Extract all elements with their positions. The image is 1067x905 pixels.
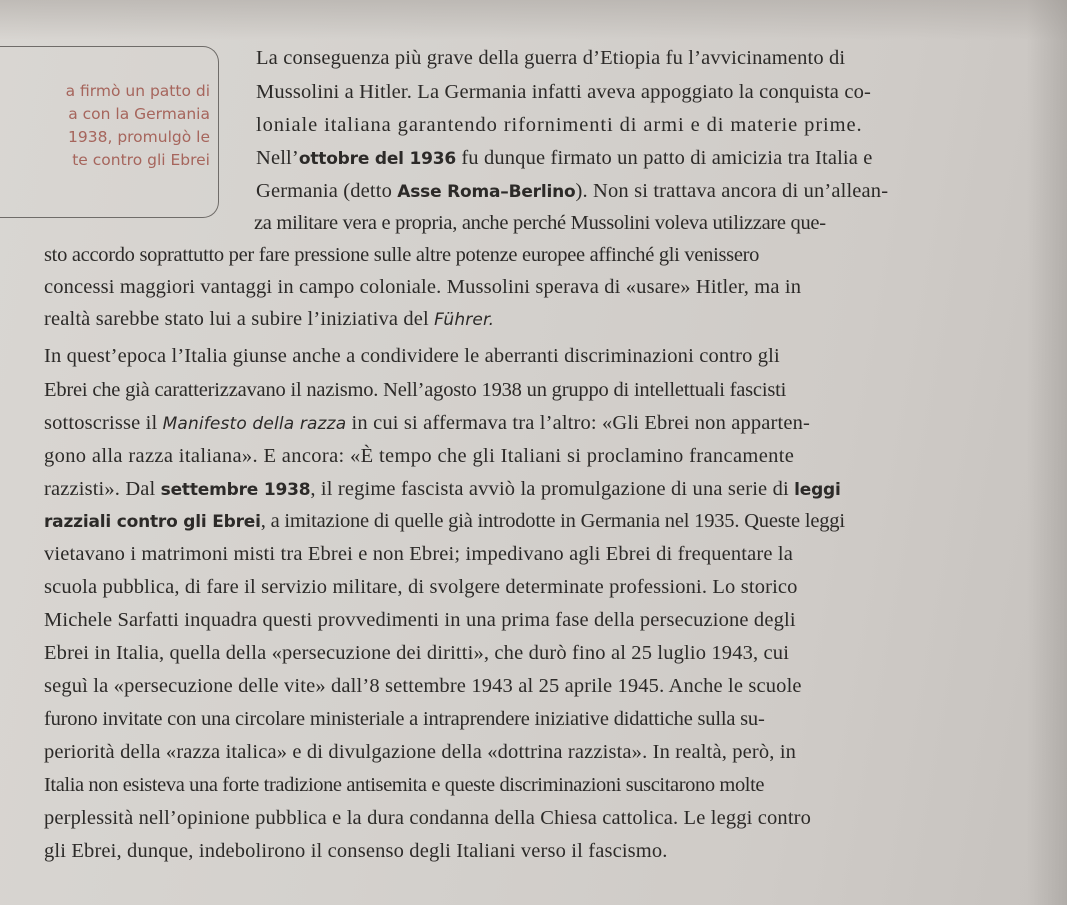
bold-term: ottobre del 1936 (298, 149, 457, 169)
text-line (44, 306, 494, 333)
text-line (44, 772, 764, 798)
margin-note-line: a firmò un patto di (65, 82, 210, 100)
text-segment: periorità della «razza italica» e di divulgazione della «dottrina razzista». In realtà, però, in (44, 741, 797, 763)
text-line (256, 45, 845, 71)
bold-term: Asse Roma–Berlino (397, 182, 576, 202)
text-line (44, 805, 811, 831)
text-segment: fu dunque firmato un patto di amicizia tra Italia e (456, 147, 873, 169)
text-segment: Ebrei che già caratterizzavano il nazismo. Nell’agosto 1938 un gruppo di intellettuali fascisti (44, 379, 787, 401)
margin-note-line: te contro gli Ebrei (72, 151, 210, 169)
text-line (44, 410, 810, 437)
text-segment: Ebrei in Italia, quella della «persecuzione dei diritti», che durò fino al 25 luglio 1943, cui (44, 642, 790, 664)
text-segment: In quest’epoca l’Italia giunse anche a condividere le aberranti discriminazioni contro gli (44, 345, 780, 367)
text-segment: ). Non si trattava ancora di un’allean- (575, 180, 889, 202)
text-line (44, 274, 801, 300)
text-segment: Germania (detto (256, 180, 398, 202)
text-line (44, 607, 796, 633)
text-segment: Mussolini a Hitler. La Germania infatti aveva appoggiato la conquista co- (256, 81, 871, 103)
text-segment: razzisti». Dal (44, 478, 161, 500)
bold-term: settembre 1938 (160, 480, 311, 500)
text-segment: gli Ebrei, dunque, indebolirono il consenso degli Italiani verso il fascismo. (44, 840, 668, 862)
bold-term: razziali contro gli Ebrei (44, 512, 261, 532)
margin-note-line: 1938, promulgò le (68, 128, 210, 146)
text-segment: Italia non esisteva una forte tradizione antisemita e queste discriminazioni suscitarono molte (44, 774, 765, 796)
text-line (44, 574, 798, 600)
text-line (256, 178, 888, 205)
text-line (44, 541, 793, 567)
bold-term: leggi (794, 480, 841, 500)
text-segment: sto accordo soprattutto per fare pressione sulle altre potenze europee affinché gli venissero (44, 244, 760, 266)
text-segment: perplessità nell’opinione pubblica e la dura condanna della Chiesa cattolica. Le leggi contro (44, 807, 812, 829)
italic-term: Führer. (434, 310, 495, 330)
margin-note-line: a con la Germania (68, 105, 210, 123)
text-segment: scuola pubblica, di fare il servizio militare, di svolgere determinate professioni. Lo storico (44, 576, 798, 598)
text-segment: realtà sarebbe stato lui a subire l’iniziativa del (44, 308, 435, 330)
text-line (44, 476, 841, 503)
text-line (44, 377, 786, 403)
text-line (44, 242, 759, 268)
text-segment: gono alla razza italiana». E ancora: «È tempo che gli Italiani si proclamino francamente (44, 445, 795, 467)
text-segment: loniale italiana garantendo rifornimenti di armi e di materie prime. (256, 114, 863, 136)
text-line (44, 673, 802, 699)
text-line (256, 145, 873, 172)
text-segment: furono invitate con una circolare ministeriale a intraprendere iniziative didattiche sulla su- (44, 708, 765, 730)
text-segment: sottoscrisse il (44, 412, 163, 434)
text-segment: La conseguenza più grave della guerra d’Etiopia fu l’avvicinamento di (256, 47, 846, 69)
text-segment: vietavano i matrimoni misti tra Ebrei e non Ebrei; impedivano agli Ebrei di frequentare la (44, 543, 793, 565)
text-segment: , il regime fascista avviò la promulgazione di una serie di (310, 478, 795, 500)
text-line (44, 343, 780, 369)
text-segment: concessi maggiori vantaggi in campo coloniale. Mussolini sperava di «usare» Hitler, ma in (44, 276, 802, 298)
italic-term: Manifesto della razza (162, 414, 347, 434)
text-line (44, 508, 845, 535)
text-segment: Michele Sarfatti inquadra questi provvedimenti in una prima fase della persecuzione degli (44, 609, 796, 631)
text-line (44, 838, 668, 864)
text-line (44, 739, 796, 765)
text-segment: , a imitazione di quelle già introdotte in Germania nel 1935. Queste leggi (260, 510, 845, 532)
text-line (256, 79, 871, 105)
text-line (254, 210, 826, 236)
text-segment: Nell’ (256, 147, 299, 169)
text-line (256, 112, 863, 138)
text-line (44, 640, 789, 666)
text-line (44, 443, 794, 469)
text-segment: za militare vera e propria, anche perché Mussolini voleva utilizzare que- (254, 212, 826, 234)
text-segment: seguì la «persecuzione delle vite» dall’8 settembre 1943 al 25 aprile 1945. Anche le scuole (44, 675, 802, 697)
text-line (44, 706, 765, 732)
text-segment: in cui si affermava tra l’altro: «Gli Ebrei non apparten- (346, 412, 810, 434)
